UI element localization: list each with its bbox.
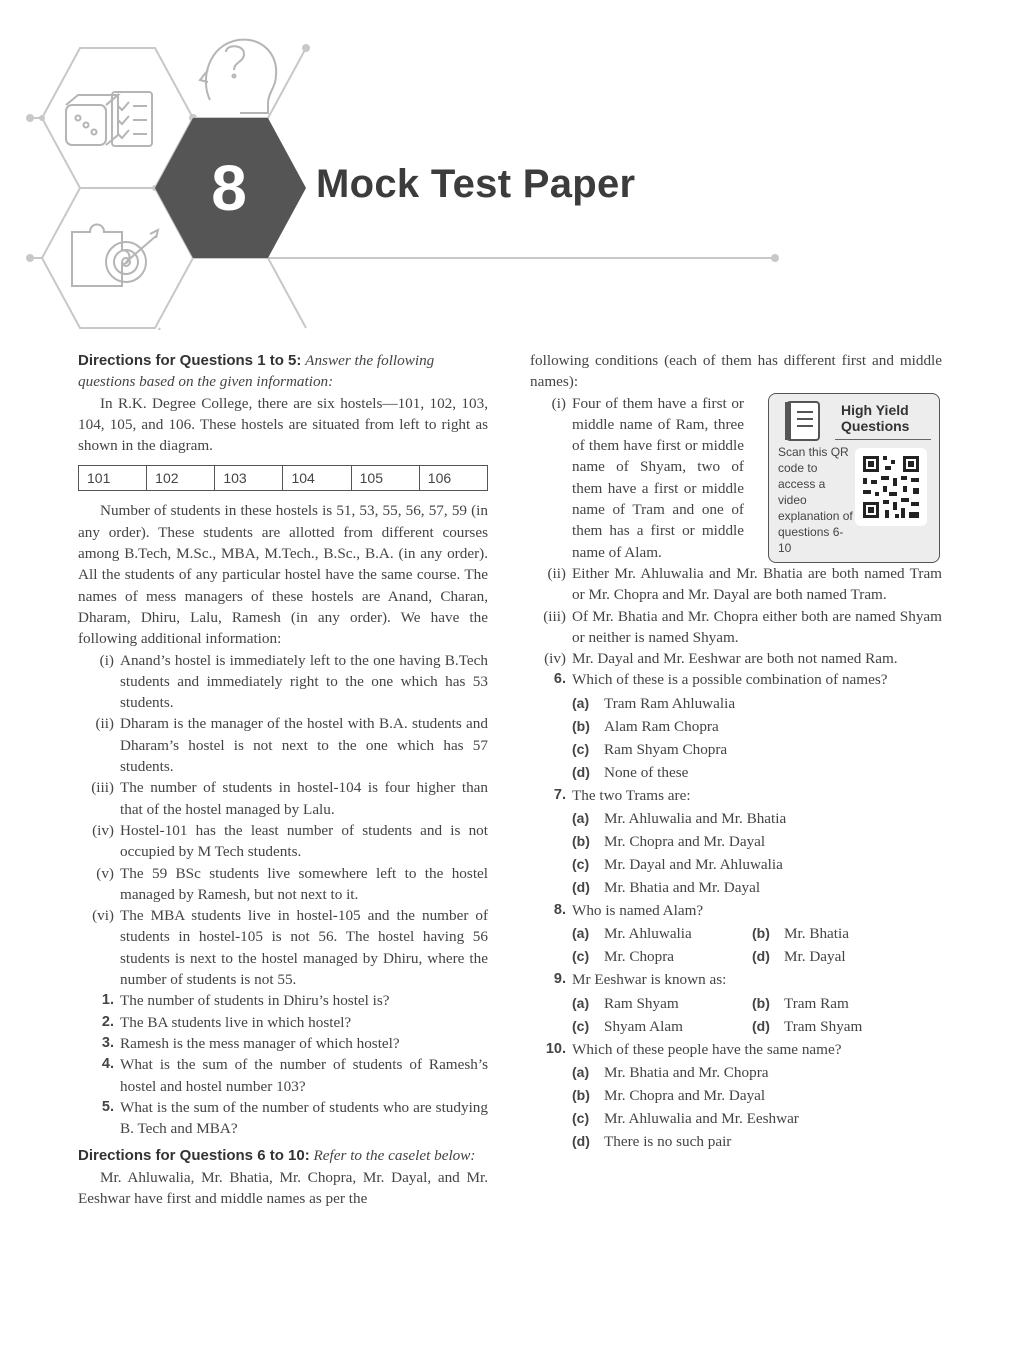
- question-item: 4. What is the sum of the number of students of Ramesh’s hostel and hostel number 103?: [101, 1056, 488, 1095]
- directions-1-5: [78, 350, 488, 393]
- question-item: 6. Which of these is a possible combination of names?: [553, 671, 888, 689]
- hostel-cell: 104: [283, 466, 351, 491]
- option[interactable]: (b) Tram Ram: [752, 994, 849, 1012]
- directions-instruction: Refer to the caselet below:: [313, 1147, 476, 1165]
- option[interactable]: (d) Tram Shyam: [752, 1017, 863, 1035]
- book-icon: [783, 400, 823, 442]
- directions-heading: Directions for Questions 6 to 10:: [78, 1147, 310, 1165]
- condition-item: (i) Four of them have a first or middle name of Ram, three of them have first or middle name of Shyam, two of them have a first or middle name of Tram and one of them has a first or middle name of Alam.: [551, 394, 744, 561]
- option[interactable]: (a) Mr. Ahluwalia and Mr. Bhatia: [572, 810, 787, 828]
- conditions-block: [530, 393, 942, 670]
- high-yield-scan-text: Scan this QR code to access a video explanation of questions 6-10: [778, 444, 853, 555]
- set1-para: Number of students in these hostels is 51, 53, 55, 56, 57, 59 (in any order). These students are allotted from different courses among B.Tech, M.Sc., MBA, M.Tech., B.Sc., B.A. (in any order). All the students of any particular hostel have the same course. The names of mess managers of these hostels are Anand, Charan, Dharam, Dhiru, Lalu, Ramesh (in any order). We have the following additional information:: [78, 502, 488, 648]
- clue-item: (vi) The MBA students live in hostel-105 and the number of students in hostel-105 is not 56. The hostel having 56 students is next to the hostel managed by Dhiru, where the number of students is not 55.: [92, 907, 488, 989]
- chapter-title: Mock Test Paper: [316, 162, 636, 206]
- option[interactable]: (c) Mr. Ahluwalia and Mr. Eeshwar: [572, 1109, 799, 1127]
- option[interactable]: (d) Mr. Dayal: [752, 948, 846, 966]
- clue-item: (v) The 59 BSc students live somewhere left to the hostel managed by Ramesh, but not next to it.: [96, 864, 488, 903]
- option[interactable]: (a) Ram Shyam: [572, 994, 679, 1012]
- question-options: [572, 1061, 942, 1153]
- hostel-cell: 101: [79, 466, 147, 491]
- clue-item: (iii) The number of students in hostel-104 is four higher than that of the hostel managed by Lalu.: [91, 779, 488, 818]
- question-item: 3. Ramesh is the mess manager of which hostel?: [101, 1034, 400, 1052]
- question-item: 1. The number of students in Dhiru’s hostel is?: [101, 992, 390, 1010]
- option[interactable]: (c) Shyam Alam: [572, 1017, 683, 1035]
- question-options: [572, 992, 942, 1038]
- hostel-cell: 103: [215, 466, 283, 491]
- option[interactable]: (c) Mr. Chopra: [572, 948, 675, 966]
- option[interactable]: (d) Mr. Bhatia and Mr. Dayal: [572, 879, 761, 897]
- set1-intro: In R.K. Degree College, there are six hostels—101, 102, 103, 104, 105, and 106. These hostels are situated from left to right as shown in the diagram.: [78, 394, 488, 455]
- condition-item: (iv) Mr. Dayal and Mr. Eeshwar are both not named Ram.: [544, 650, 898, 668]
- question-item: 9. Mr Eeshwar is known as:: [553, 971, 727, 989]
- set2-intro-left: Mr. Ahluwalia, Mr. Bhatia, Mr. Chopra, Mr. Dayal, and Mr. Eeshwar have first and middle names as per the: [78, 1168, 488, 1207]
- hostel-cell: 106: [419, 466, 487, 491]
- directions-instruction: Answer the following questions based on the given information:: [78, 352, 435, 391]
- option[interactable]: (c) Mr. Dayal and Mr. Ahluwalia: [572, 856, 783, 874]
- clue-item: (iv) Hostel-101 has the least number of students and is not occupied by M Tech students.: [92, 821, 488, 861]
- clue-item: (ii) Dharam is the manager of the hostel with B.A. students and Dharam’s hostel is not next to the one which has 57 students.: [95, 715, 488, 776]
- question-item: 5. What is the sum of the number of students who are studying B. Tech and MBA?: [101, 1098, 488, 1138]
- option[interactable]: (a) Tram Ram Ahluwalia: [572, 694, 736, 712]
- question-item: 10. Which of these people have the same name?: [545, 1040, 842, 1058]
- dice-checklist-icon: [66, 92, 152, 146]
- option[interactable]: (b) Mr. Chopra and Mr. Dayal: [572, 833, 766, 851]
- high-yield-title: High Yield Questions: [841, 401, 910, 434]
- question-item: 8. Who is named Alam?: [553, 902, 704, 920]
- option[interactable]: (b) Mr. Bhatia: [752, 925, 849, 943]
- question-options: [572, 807, 942, 899]
- set2-questions: [530, 669, 942, 1152]
- question-item: 7. The two Trams are:: [553, 786, 691, 804]
- condition-item: (ii) Either Mr. Ahluwalia and Mr. Bhatia are both named Tram or Mr. Chopra and Mr. Dayal are both named Tram.: [547, 564, 942, 604]
- qr-code-icon[interactable]: [855, 448, 927, 526]
- option[interactable]: (d) None of these: [572, 763, 689, 781]
- condition-item: (iii) Of Mr. Bhatia and Mr. Chopra either both are named Shyam or neither is named Shyam.: [543, 607, 942, 646]
- option[interactable]: (b) Mr. Chopra and Mr. Dayal: [572, 1086, 766, 1104]
- left-column: [78, 350, 488, 1209]
- option[interactable]: (d) There is no such pair: [572, 1132, 732, 1150]
- hostel-cell: 102: [147, 466, 215, 491]
- hostel-cell: 105: [351, 466, 419, 491]
- question-options: [572, 692, 942, 784]
- hostel-diagram: [78, 465, 488, 491]
- high-yield-divider: [835, 439, 931, 440]
- set1-clues: [78, 650, 488, 991]
- set2-intro-right: following conditions (each of them has different first and middle names):: [530, 352, 942, 391]
- option[interactable]: (c) Ram Shyam Chopra: [572, 740, 728, 758]
- set1-questions: [78, 990, 488, 1139]
- directions-heading: Directions for Questions 1 to 5:: [78, 352, 302, 369]
- right-column: [530, 350, 942, 1154]
- question-item: 2. The BA students live in which hostel?: [101, 1013, 352, 1031]
- directions-6-10: [78, 1145, 488, 1166]
- option[interactable]: (a) Mr. Bhatia and Mr. Chopra: [572, 1063, 769, 1081]
- question-options: [572, 922, 942, 968]
- chapter-number: 8: [211, 152, 247, 224]
- option[interactable]: (b) Alam Ram Chopra: [572, 717, 719, 735]
- clue-item: (i) Anand’s hostel is immediately left to the one having B.Tech students and immediately right to the one which has 53 students.: [99, 651, 488, 712]
- head-question-icon: [200, 40, 276, 113]
- high-yield-box: [768, 393, 940, 563]
- puzzle-target-icon: [72, 225, 158, 287]
- option[interactable]: (a) Mr. Ahluwalia: [572, 925, 692, 943]
